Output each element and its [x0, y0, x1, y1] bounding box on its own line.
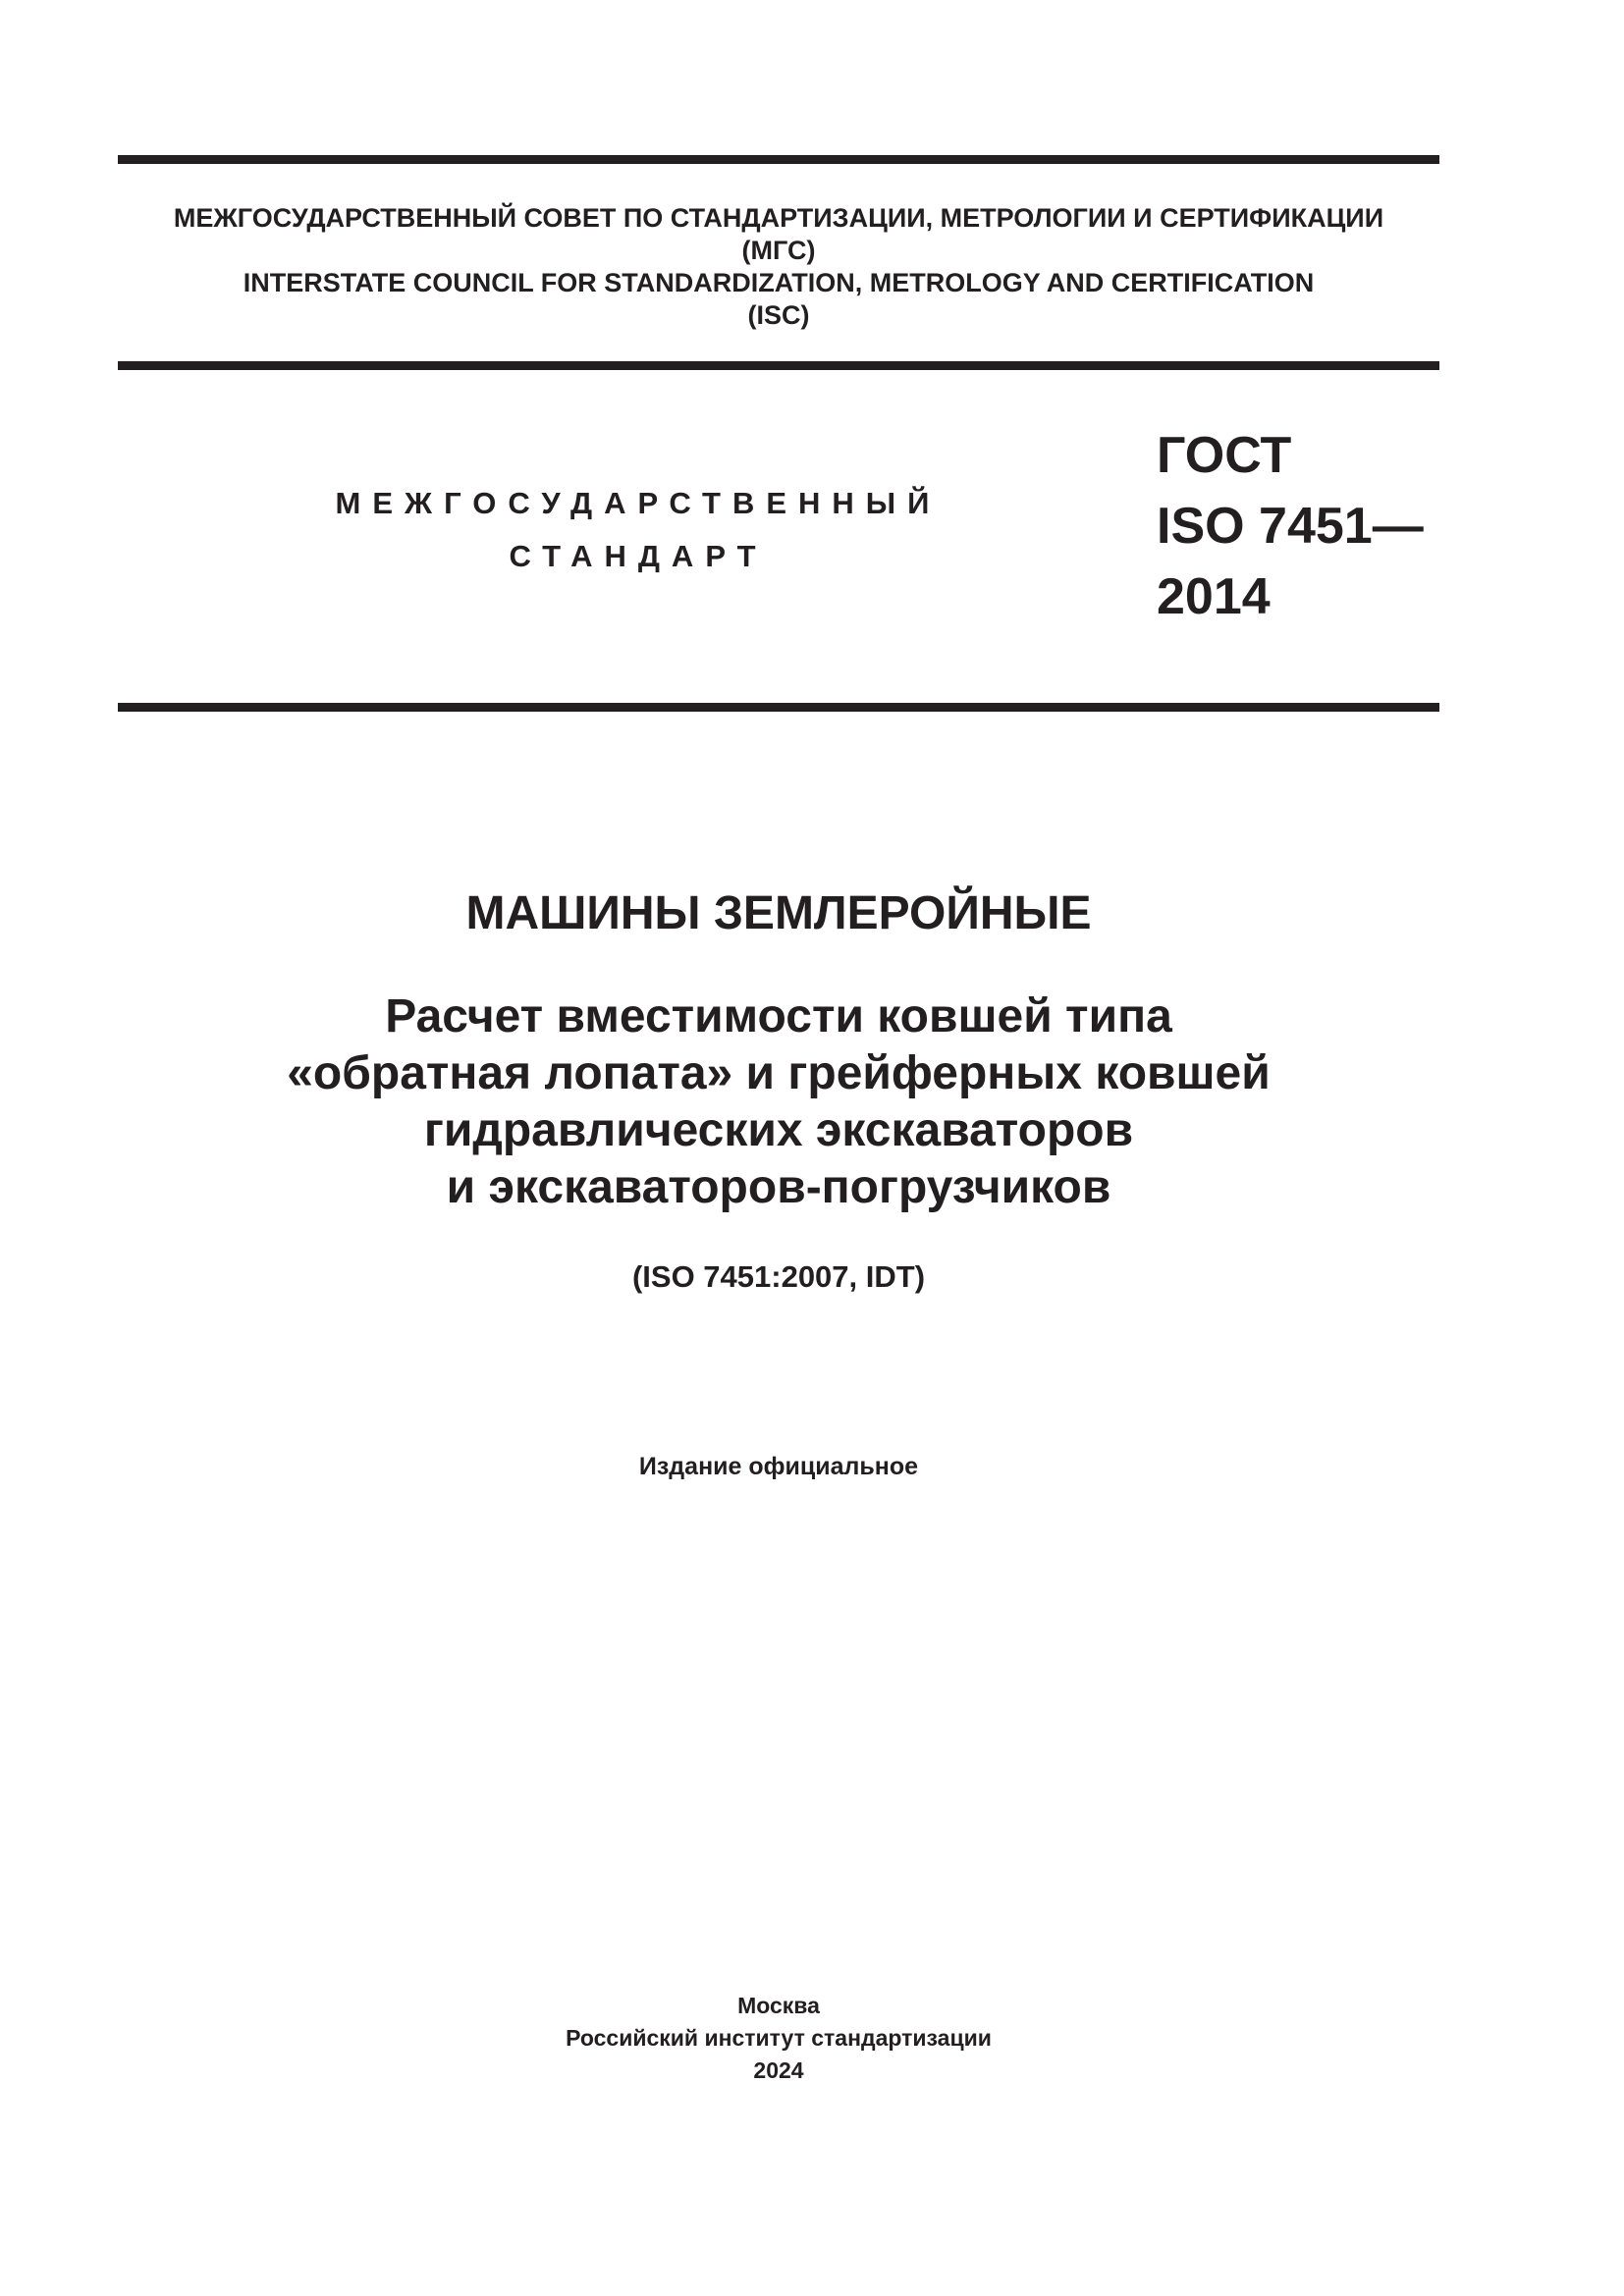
- subtitle-line4: и экскаваторов-погрузчиков: [446, 1161, 1111, 1213]
- council-header: [118, 202, 1439, 332]
- standard-type-line1: МЕЖГОСУДАРСТВЕННЫЙ: [335, 486, 942, 520]
- designation-bottom-rule: [118, 703, 1439, 712]
- imprint-city: Москва: [737, 1993, 820, 2018]
- standard-type: [324, 477, 952, 583]
- subtitle-line3: гидравлических экскаваторов: [423, 1104, 1134, 1156]
- standard-designation: [1157, 420, 1424, 632]
- council-abbr-en: (ISC): [747, 300, 810, 330]
- header-bottom-rule: [118, 361, 1439, 370]
- document-subtitle: [118, 988, 1439, 1216]
- council-name-ru: МЕЖГОСУДАРСТВЕННЫЙ СОВЕТ ПО СТАНДАРТИЗАЦИИ, МЕТРОЛОГИИ И СЕРТИФИКАЦИИ: [173, 203, 1384, 233]
- top-rule: [118, 155, 1439, 164]
- iso-reference: (ISO 7451:2007, IDT): [631, 1259, 926, 1294]
- subtitle-line2: «обратная лопата» и грейферных ковшей: [287, 1047, 1271, 1099]
- publisher-imprint: [118, 1990, 1439, 2087]
- edition-note: Издание официальное: [638, 1453, 919, 1480]
- designation-line1: ГОСТ: [1157, 427, 1292, 484]
- subtitle-line1: Расчет вместимости ковшей типа: [385, 990, 1172, 1042]
- designation-line3: 2014: [1157, 568, 1271, 625]
- council-name-en: INTERSTATE COUNCIL FOR STANDARDIZATION, METROLOGY AND CERTIFICATION: [243, 268, 1315, 297]
- imprint-year: 2024: [753, 2057, 804, 2083]
- council-abbr-ru: (МГС): [741, 236, 816, 265]
- standard-type-line2: СТАНДАРТ: [509, 539, 768, 573]
- imprint-publisher: Российский институт стандартизации: [566, 2025, 992, 2051]
- document-main-title: МАШИНЫ ЗЕМЛЕРОЙНЫЕ: [465, 887, 1092, 939]
- designation-line2: ISO 7451—: [1157, 498, 1424, 555]
